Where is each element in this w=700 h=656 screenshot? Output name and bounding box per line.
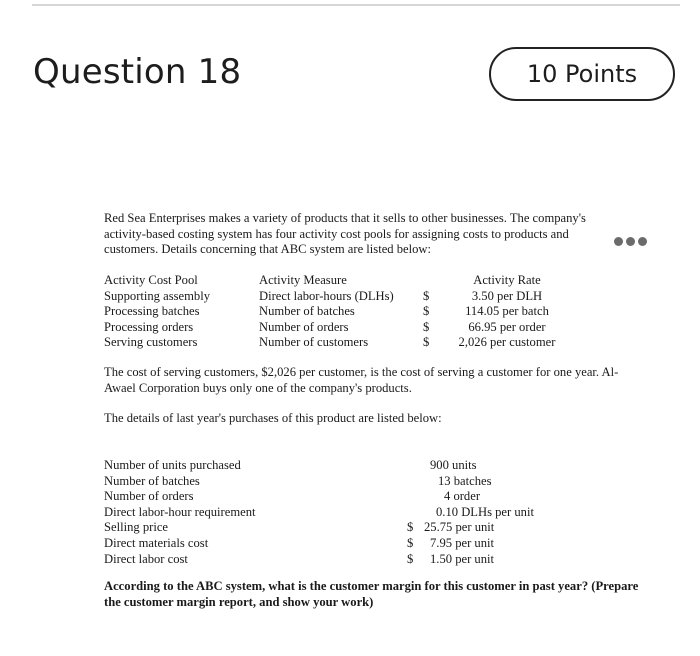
detail-label: Direct labor-hour requirement — [104, 504, 256, 519]
table-row — [104, 289, 584, 305]
table-row — [104, 304, 584, 320]
activity-rate: 3.50 per DLH — [471, 288, 543, 303]
table-row — [104, 552, 564, 568]
table-row — [104, 505, 564, 521]
question-prompt: According to the ABC system, what is the customer margin for this customer in past year? (Prepare the customer margin report, and show your work) — [104, 579, 639, 609]
currency-sign: $ — [423, 335, 430, 350]
activity-cost-table — [104, 273, 584, 351]
serving-cost-paragraph: The cost of serving customers, $2,026 per customer, is the cost of serving a customer for one year. Al-Awael Corporation buys only one of the company's products. — [104, 365, 619, 395]
cost-pool-name: Processing batches — [104, 304, 200, 319]
table-header-row — [104, 273, 584, 289]
detail-label: Number of orders — [104, 489, 194, 504]
table-row — [104, 458, 564, 474]
question-title: Question 18 — [33, 52, 242, 92]
activity-rate: 114.05 per batch — [465, 304, 549, 319]
detail-value: 4 order — [444, 489, 481, 504]
header-measure: Activity Measure — [259, 273, 347, 287]
activity-measure: Direct labor-hours (DLHs) — [259, 288, 394, 303]
purchases-intro: The details of last year's purchases of this product are listed below: — [104, 411, 442, 425]
table-row — [104, 335, 584, 351]
detail-value: 13 batches — [438, 473, 492, 488]
detail-label: Direct materials cost — [104, 535, 209, 550]
table-row — [104, 536, 564, 552]
currency-sign: $ — [407, 551, 414, 566]
activity-measure: Number of orders — [259, 319, 349, 334]
detail-value: 1.50 per unit — [430, 551, 495, 566]
detail-label: Direct labor cost — [104, 551, 188, 566]
activity-measure: Number of customers — [259, 335, 369, 350]
table-row — [104, 320, 584, 336]
activity-rate: 66.95 per order — [468, 319, 546, 334]
detail-value: 900 units — [430, 458, 477, 472]
purchase-details-table — [104, 458, 564, 567]
activity-rate: 2,026 per customer — [458, 335, 556, 350]
currency-sign: $ — [423, 319, 430, 334]
cost-pool-name: Processing orders — [104, 319, 194, 334]
detail-label: Number of units purchased — [104, 458, 241, 472]
cost-pool-name: Supporting assembly — [104, 288, 210, 303]
header-cost-pool: Activity Cost Pool — [104, 273, 198, 287]
detail-label: Selling price — [104, 520, 169, 535]
table-row — [104, 474, 564, 490]
table-row — [104, 520, 564, 536]
currency-sign: $ — [423, 304, 430, 319]
cost-pool-name: Serving customers — [104, 335, 198, 350]
currency-sign: $ — [407, 520, 414, 535]
activity-measure: Number of batches — [259, 304, 355, 319]
detail-label: Number of batches — [104, 473, 200, 488]
top-divider — [32, 4, 680, 6]
intro-paragraph: Red Sea Enterprises makes a variety of products that it sells to other businesses. The company's activity-based costing system has four activity cost pools for assigning costs to products and customers. Details concerning that ABC system are listed below: — [104, 211, 586, 257]
table-row — [104, 489, 564, 505]
detail-value: 25.75 per unit — [424, 520, 495, 535]
detail-value: 7.95 per unit — [430, 535, 495, 550]
points-badge: 10 Points — [489, 47, 675, 101]
detail-value: 0.10 DLHs per unit — [436, 504, 534, 519]
currency-sign: $ — [407, 535, 414, 550]
currency-sign: $ — [423, 288, 430, 303]
header-rate: Activity Rate — [473, 273, 541, 287]
